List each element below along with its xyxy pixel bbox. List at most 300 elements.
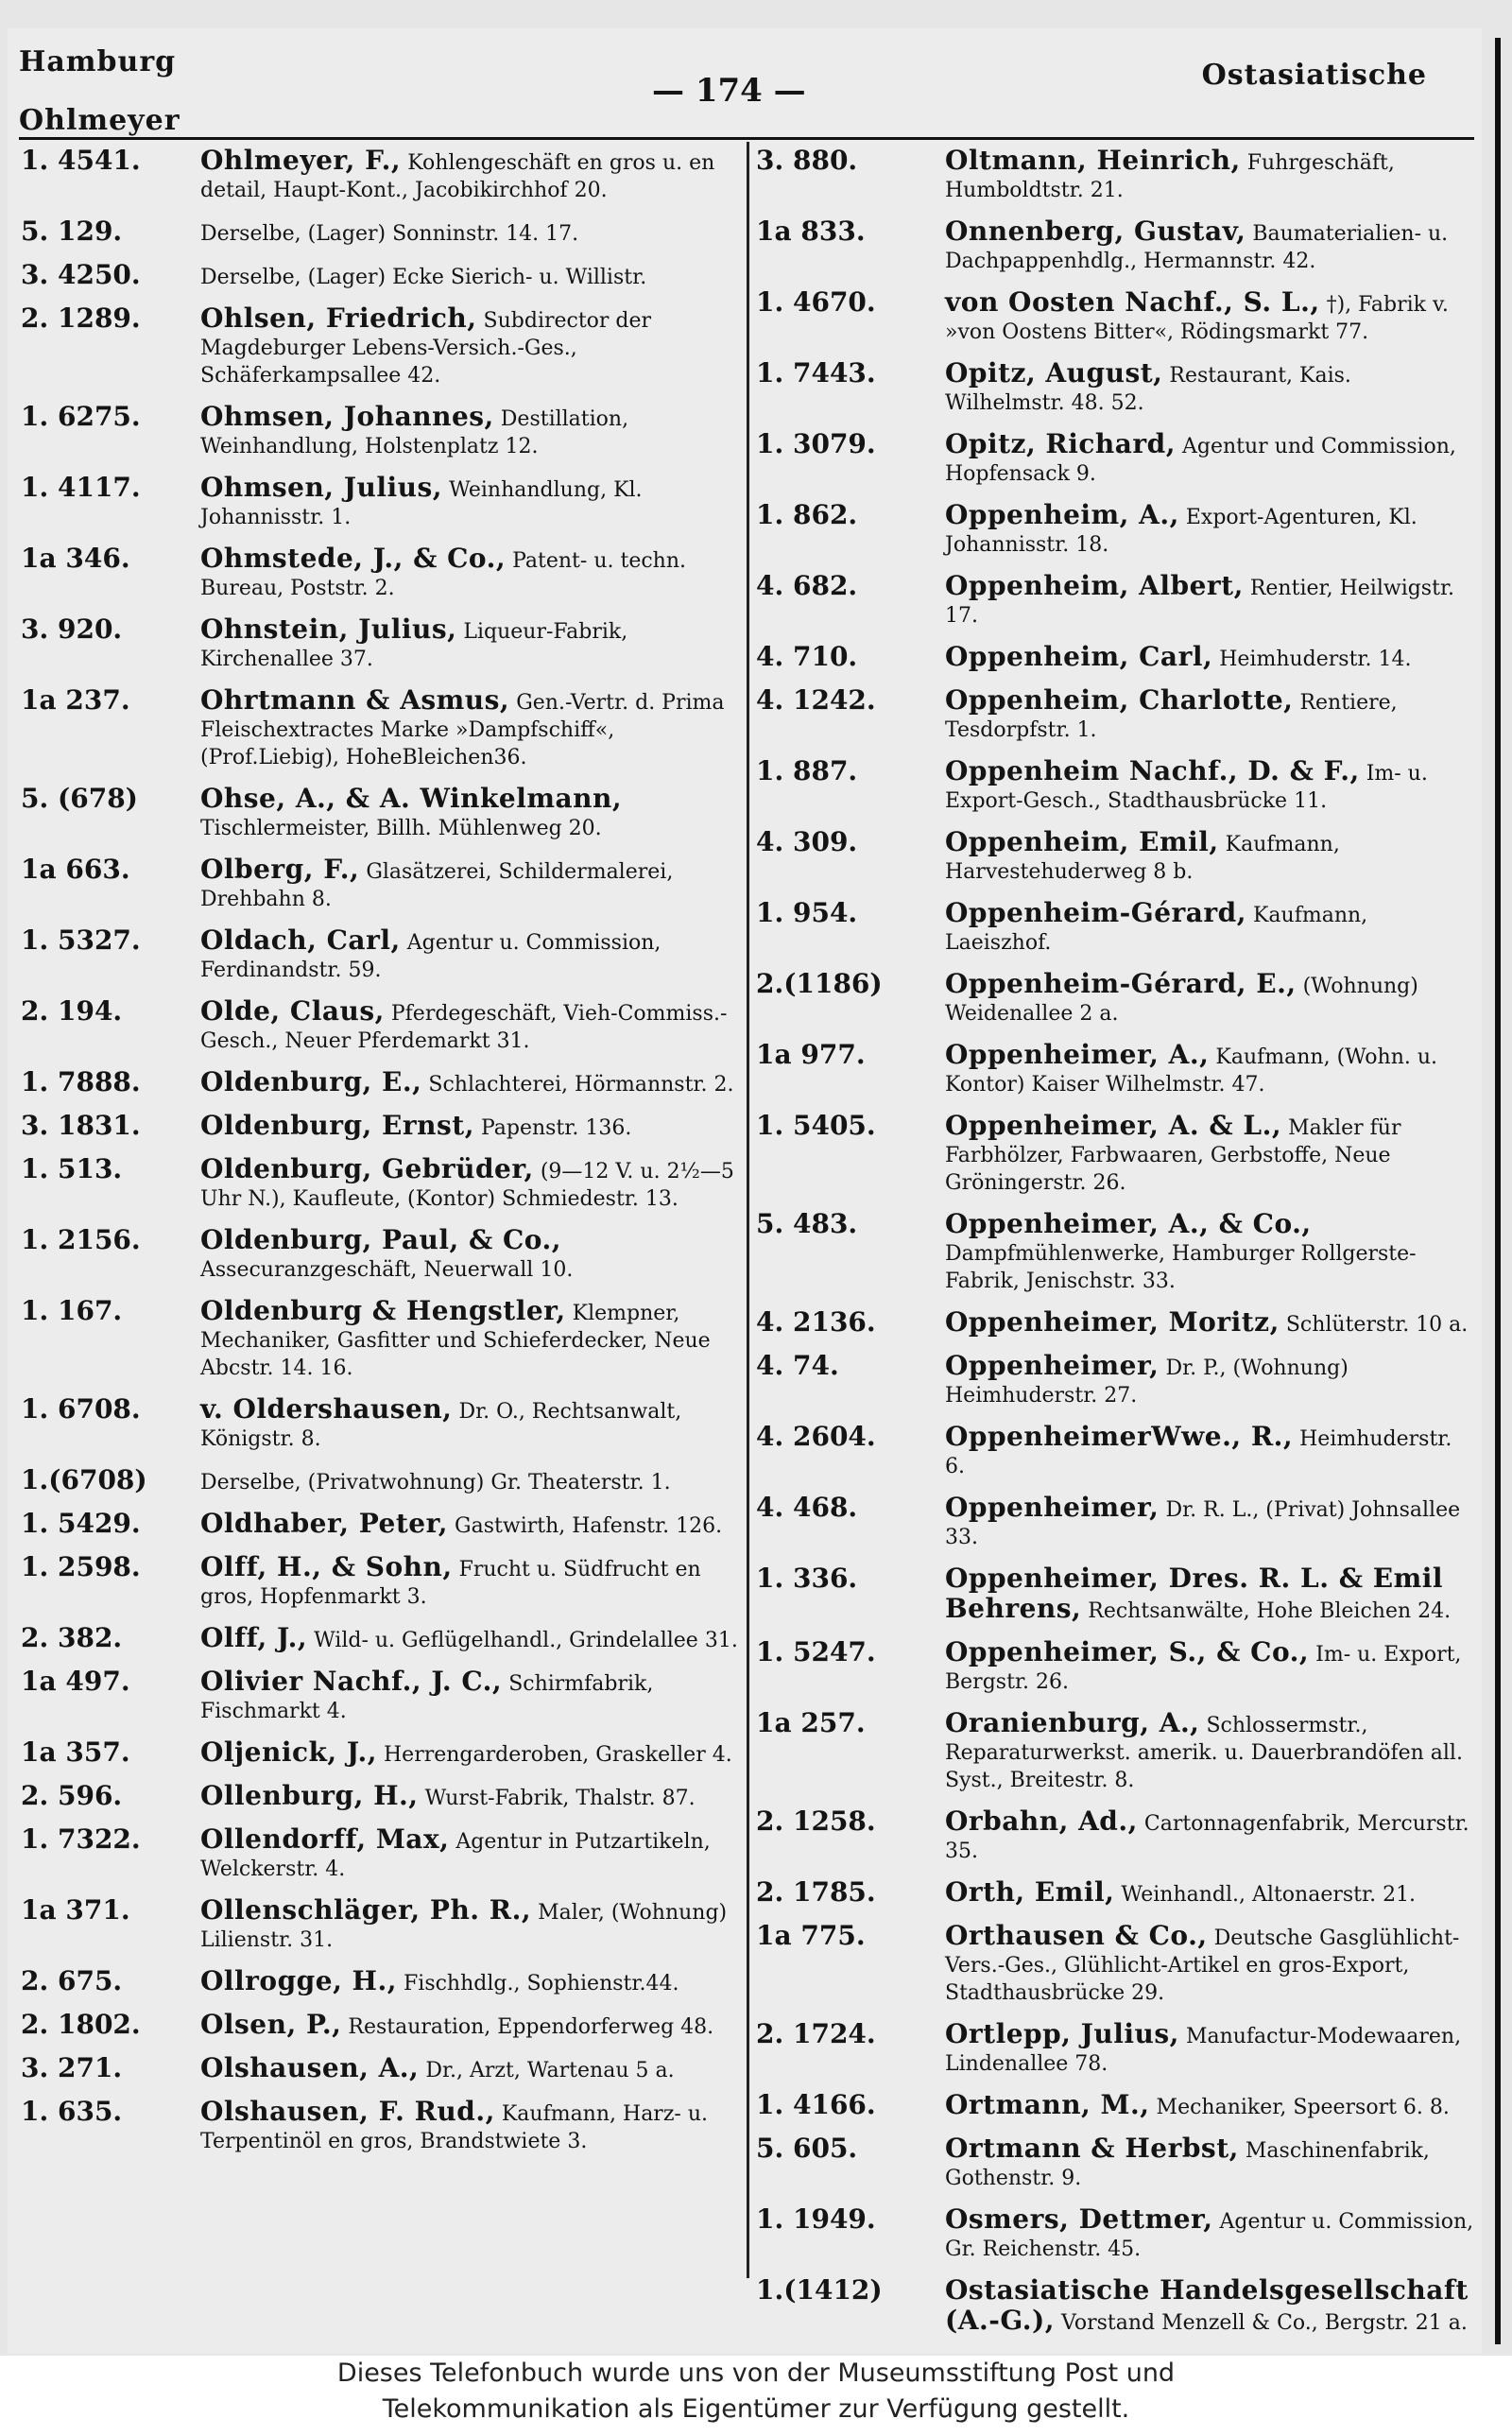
entry-details: Schirmfabrik, Fischmarkt 4.: [200, 1672, 654, 1723]
phone-number: 1a 346.: [21, 543, 130, 574]
directory-entry: [21, 1466, 748, 1496]
entry-details: Fischhdlg., Sophienstr.44.: [404, 1972, 679, 1995]
subscriber-name: Ohmstede, J., & Co.,: [200, 543, 507, 574]
entry-body: [200, 1624, 748, 1654]
subscriber-name: Ollenschläger, Ph. R.,: [200, 1894, 532, 1926]
entry-details: Destillation, Weinhandlung, Holstenplatz 12.: [200, 407, 629, 458]
entry-details: Derselbe, (Lager) Ecke Sierich- u. Willistr.: [200, 266, 647, 289]
entry-details: Dr., Arzt, Wartenau 5 a.: [425, 2059, 675, 2082]
phone-number: 1. 6275.: [21, 401, 141, 432]
entry-body: [200, 2098, 748, 2155]
subscriber-name: Ohmsen, Julius,: [200, 472, 443, 503]
entry-body: [200, 1967, 748, 1997]
entry-details: Agentur u. Commission, Gr. Reichenstr. 45.: [945, 2210, 1474, 2261]
entry-details: Kaufmann, Harz- u. Terpentinöl en gros, Brandstwiete 3.: [200, 2102, 709, 2153]
phone-number: 5. (678): [21, 783, 138, 814]
entry-body: [945, 1423, 1474, 1480]
phone-number: 1.(1412): [756, 2274, 883, 2306]
entry-body: [200, 1667, 748, 1725]
phone-number: 4. 2136.: [756, 1306, 876, 1338]
directory-entry: [21, 2098, 748, 2155]
subscriber-name: Oppenheim-Gérard, E.,: [945, 968, 1297, 999]
phone-number: 2. 675.: [21, 1965, 123, 1996]
directory-entry: [21, 1068, 748, 1098]
phone-number: 1. 2598.: [21, 1551, 141, 1582]
subscriber-name: v. Oldershausen,: [200, 1393, 453, 1425]
phone-number: 3. 1831.: [21, 1110, 141, 1141]
entry-body: [200, 1553, 748, 1611]
entry-details: Cartonnagenfabrik, Mercurstr. 35.: [945, 1812, 1469, 1863]
directory-entry: [756, 147, 1474, 204]
directory-entry: [756, 1878, 1474, 1909]
entry-details: Restaurant, Kais. Wilhelmstr. 48. 52.: [945, 364, 1351, 415]
directory-entry: [21, 261, 748, 291]
directory-entry: [21, 1297, 748, 1382]
footer-line-1: Dieses Telefonbuch wurde uns von der Museumsstiftung Post und: [336, 2358, 1176, 2388]
entry-details: Dampfmühlenwerke, Hamburger Rollgerste-Fabrik, Jenischstr. 33.: [945, 1242, 1417, 1293]
entry-details: Schlüterstr. 10 a.: [1285, 1313, 1469, 1337]
entry-details: Mechaniker, Speersort 6. 8.: [1156, 2096, 1450, 2119]
entry-body: [945, 828, 1474, 886]
phone-number: 1.(6708): [21, 1464, 147, 1495]
entry-details: Fuhrgeschäft, Humboldtstr. 21.: [945, 151, 1395, 202]
entry-body: [945, 2020, 1474, 2078]
entry-body: [945, 1041, 1474, 1098]
entry-body: [945, 757, 1474, 815]
entry-details: Glasätzerei, Schildermalerei, Drehbahn 8.: [200, 860, 674, 911]
subscriber-name: Ostasiatische Handelsgesellschaft (A.-G.),: [945, 2274, 1469, 2336]
directory-entry: [756, 1308, 1474, 1339]
entry-body: [200, 1896, 748, 1954]
entry-details: (9—12 V. u. 2½—5 Uhr N.), Kaufleute, (Kontor) Schmiedestr. 13.: [200, 1160, 734, 1211]
subscriber-name: Oppenheimer, A.,: [945, 1039, 1210, 1070]
directory-entry: [21, 1782, 748, 1812]
entry-details: Gen.-Vertr. d. Prima Fleischextractes Marke »Dampfschiff«, (Prof.Liebig), HoheBleichen36.: [200, 691, 725, 769]
entry-body: [200, 1226, 748, 1284]
subscriber-name: Olberg, F.,: [200, 854, 360, 885]
directory-entry: [21, 1112, 748, 1142]
phone-number: 1a 833.: [756, 216, 866, 247]
entry-details: Weinhandlung, Kl. Johannisstr. 1.: [200, 478, 643, 529]
entry-body: [200, 1466, 748, 1496]
phone-number: 2. 1289.: [21, 302, 141, 334]
phone-number: 1. 7443.: [756, 357, 876, 389]
phone-number: 1. 5429.: [21, 1508, 141, 1539]
subscriber-name: Olff, J.,: [200, 1622, 308, 1653]
entry-body: [945, 1210, 1474, 1295]
entry-body: [945, 430, 1474, 488]
entry-details: Derselbe, (Lager) Sonninstr. 14. 17.: [200, 222, 579, 246]
directory-entry: [756, 217, 1474, 275]
entry-details: Maler, (Wohnung) Lilienstr. 31.: [200, 1901, 728, 1952]
subscriber-name: Olsen, P.,: [200, 2009, 342, 2040]
entry-body: [945, 147, 1474, 204]
phone-number: 1. 7322.: [21, 1823, 141, 1855]
subscriber-name: Oppenheim, Albert,: [945, 570, 1244, 601]
entry-body: [200, 2054, 748, 2084]
subscriber-name: Oranienburg, A.,: [945, 1707, 1200, 1738]
entry-details: Kohlengeschäft en gros u. en detail, Haupt-Kont., Jacobikirchhof 20.: [200, 151, 715, 202]
phone-number: 1. 167.: [21, 1295, 123, 1326]
entry-details: Derselbe, (Privatwohnung) Gr. Theaterstr. 1.: [200, 1471, 671, 1494]
phone-number: 1. 1949.: [756, 2203, 876, 2235]
phone-number: 2. 194.: [21, 995, 123, 1027]
phone-number: 1a 371.: [21, 1894, 130, 1926]
entry-body: [945, 2091, 1474, 2121]
subscriber-name: Oppenheim Nachf., D. & F.,: [945, 755, 1360, 786]
entry-details: Kaufmann, Laeiszhof.: [945, 904, 1368, 955]
subscriber-name: Ohnstein, Julius,: [200, 613, 457, 645]
directory-entry: [756, 1807, 1474, 1865]
entry-details: Wild- u. Geflügelhandl., Grindelallee 31.: [314, 1629, 738, 1652]
right-column: [756, 147, 1474, 2350]
phone-number: 1. 513.: [21, 1153, 123, 1184]
directory-entry: [756, 643, 1474, 673]
phone-number: 2.(1186): [756, 968, 883, 999]
subscriber-name: Oldenburg & Hengstler,: [200, 1295, 566, 1326]
entry-details: Rechtsanwälte, Hohe Bleichen 24.: [1088, 1599, 1452, 1623]
subscriber-name: Oppenheimer, A., & Co.,: [945, 1208, 1312, 1239]
phone-number: 1a 977.: [756, 1039, 866, 1070]
entry-body: [200, 1825, 748, 1883]
phone-number: 1. 4117.: [21, 472, 141, 503]
entry-details: †), Fabrik v. »von Oostens Bitter«, Rödingsmarkt 77.: [945, 293, 1449, 344]
phone-number: 5. 605.: [756, 2133, 858, 2164]
entry-body: [945, 359, 1474, 417]
header-first-entry: Ohlmeyer: [19, 104, 180, 137]
entry-body: [945, 1494, 1474, 1551]
directory-entry: [21, 686, 748, 771]
phone-number: 4. 309.: [756, 826, 858, 857]
phone-number: 1a 357.: [21, 1736, 130, 1768]
subscriber-name: Olff, H., & Sohn,: [200, 1551, 453, 1582]
left-column: [21, 147, 748, 2168]
entry-body: [945, 686, 1474, 744]
entry-details: Agentur u. Commission, Ferdinandstr. 59.: [200, 931, 662, 982]
directory-entry: [21, 147, 748, 204]
phone-number: 1. 862.: [756, 499, 858, 530]
subscriber-name: Ohlsen, Friedrich,: [200, 302, 477, 334]
entry-body: [945, 1638, 1474, 1696]
phone-number: 1. 2156.: [21, 1224, 141, 1255]
entry-details: Frucht u. Südfrucht en gros, Hopfenmarkt 3.: [200, 1558, 701, 1609]
phone-number: 4. 710.: [756, 641, 858, 672]
directory-entry: [756, 2276, 1474, 2337]
entry-body: [200, 474, 748, 531]
directory-entry: [756, 828, 1474, 886]
header-city: Hamburg: [19, 45, 177, 78]
phone-number: 1. 5247.: [756, 1636, 876, 1667]
directory-entry: [756, 1709, 1474, 1794]
directory-entry: [756, 1564, 1474, 1625]
directory-entry: [21, 2054, 748, 2084]
subscriber-name: Opitz, August,: [945, 357, 1163, 389]
entry-body: [945, 1352, 1474, 1409]
subscriber-name: Oppenheimer, Dres. R. L. & Emil Behrens,: [945, 1563, 1444, 1624]
subscriber-name: Oldach, Carl,: [200, 924, 401, 956]
directory-entry: [756, 1041, 1474, 1098]
entry-details: Wurst-Fabrik, Thalstr. 87.: [424, 1787, 696, 1810]
subscriber-name: Ollenburg, H.,: [200, 1780, 419, 1811]
subscriber-name: Ohmsen, Johannes,: [200, 401, 494, 432]
subscriber-name: Oljenick, J.,: [200, 1736, 377, 1768]
directory-entry: [21, 1226, 748, 1284]
entry-body: [200, 1782, 748, 1812]
directory-entry: [21, 926, 748, 984]
subscriber-name: Ortmann, M.,: [945, 2089, 1150, 2120]
subscriber-name: Oppenheimer,: [945, 1492, 1160, 1523]
entry-body: [945, 1308, 1474, 1339]
directory-entry: [756, 2134, 1474, 2192]
subscriber-name: Orbahn, Ad.,: [945, 1805, 1138, 1837]
entry-body: [200, 544, 748, 602]
entry-body: [200, 304, 748, 389]
phone-number: 3. 880.: [756, 145, 858, 176]
phone-number: 2. 1724.: [756, 2018, 876, 2049]
subscriber-name: Oppenheim, Charlotte,: [945, 684, 1294, 716]
entry-body: [945, 572, 1474, 630]
phone-number: 1. 336.: [756, 1563, 858, 1594]
phone-number: 1a 257.: [756, 1707, 866, 1738]
subscriber-name: Ortmann & Herbst,: [945, 2133, 1239, 2164]
phone-number: 1. 4541.: [21, 145, 141, 176]
entry-details: Heimhuderstr. 6.: [945, 1427, 1452, 1478]
subscriber-name: OppenheimerWwe., R.,: [945, 1421, 1294, 1452]
entry-details: Herrengarderoben, Graskeller 4.: [383, 1743, 732, 1767]
entry-details: Weinhandl., Altonaerstr. 21.: [1121, 1883, 1417, 1907]
entry-details: Kaufmann, (Wohn. u. Kontor) Kaiser Wilhelmstr. 47.: [945, 1045, 1438, 1097]
entry-body: [945, 1878, 1474, 1909]
directory-entry: [756, 572, 1474, 630]
subscriber-name: Oldhaber, Peter,: [200, 1508, 449, 1539]
directory-entry: [756, 1210, 1474, 1295]
entry-body: [200, 785, 748, 842]
entry-details: Subdirector der Magdeburger Lebens-Versich.-Ges., Schäferkampsallee 42.: [200, 309, 652, 388]
subscriber-name: Ohlmeyer, F.,: [200, 145, 402, 176]
entry-details: Papenstr. 136.: [480, 1116, 632, 1140]
entry-body: [200, 1395, 748, 1453]
directory-entry: [756, 970, 1474, 1028]
entry-body: [945, 1709, 1474, 1794]
phone-number: 1. 5327.: [21, 924, 141, 956]
phone-number: 2. 1802.: [21, 2009, 141, 2040]
phone-number: 3. 4250.: [21, 259, 141, 290]
entry-body: [945, 1922, 1474, 2007]
subscriber-name: Olshausen, A.,: [200, 2052, 420, 2083]
entry-body: [200, 1068, 748, 1098]
directory-entry: [756, 2020, 1474, 2078]
header-rule: [19, 137, 1474, 140]
directory-entry: [21, 1896, 748, 1954]
entry-details: Schlossermstr., Reparaturwerkst. amerik. u. Dauerbrandöfen all. Syst., Breitestr. 8.: [945, 1714, 1463, 1792]
entry-body: [200, 855, 748, 913]
directory-entry: [756, 1352, 1474, 1409]
entry-details: Dr. P., (Wohnung) Heimhuderstr. 27.: [945, 1356, 1349, 1408]
subscriber-name: Oppenheimer, A. & L.,: [945, 1110, 1282, 1141]
entry-body: [945, 899, 1474, 957]
directory-entry: [756, 430, 1474, 488]
entry-body: [945, 643, 1474, 673]
directory-entry: [756, 2091, 1474, 2121]
directory-entry: [756, 686, 1474, 744]
directory-entry: [21, 217, 748, 248]
entry-body: [200, 997, 748, 1055]
entry-body: [200, 261, 748, 291]
subscriber-name: Oldenburg, E.,: [200, 1066, 422, 1097]
phone-number: 4. 468.: [756, 1492, 858, 1523]
footer-notice: [0, 2356, 1512, 2436]
directory-entry: [21, 304, 748, 389]
subscriber-name: Oldenburg, Gebrüder,: [200, 1153, 534, 1184]
directory-entry: [21, 474, 748, 531]
directory-entry: [21, 1553, 748, 1611]
entry-details: Liqueur-Fabrik, Kirchenallee 37.: [200, 620, 628, 671]
phone-number: 5. 129.: [21, 216, 123, 247]
entry-details: Schlachterei, Hörmannstr. 2.: [428, 1073, 734, 1097]
directory-entry: [21, 1510, 748, 1540]
directory-entry: [756, 2205, 1474, 2263]
entry-details: Restauration, Eppendorferweg 48.: [348, 2015, 714, 2039]
entry-details: Vorstand Menzell & Co., Bergstr. 21 a.: [1061, 2311, 1468, 2335]
entry-body: [945, 288, 1474, 346]
entry-body: [200, 147, 748, 204]
phone-number: 1. 7888.: [21, 1066, 141, 1097]
page-number: — 174 —: [652, 72, 806, 110]
phone-number: 1a 775.: [756, 1920, 866, 1951]
subscriber-name: Oppenheimer, S., & Co.,: [945, 1636, 1310, 1667]
entry-body: [200, 1510, 748, 1540]
subscriber-name: Oppenheimer,: [945, 1350, 1160, 1381]
subscriber-name: Oldenburg, Paul, & Co.,: [200, 1224, 561, 1255]
phone-number: 2. 596.: [21, 1780, 123, 1811]
phone-number: 4. 2604.: [756, 1421, 876, 1452]
directory-entry: [21, 2011, 748, 2041]
directory-entry: [756, 501, 1474, 559]
entry-details: Heimhuderstr. 14.: [1219, 648, 1412, 671]
entry-details: Im- u. Export-Gesch., Stadthausbrücke 11.: [945, 762, 1428, 813]
entry-details: Rentiere, Tesdorpfstr. 1.: [945, 691, 1398, 742]
entry-details: Tischlermeister, Billh. Mühlenweg 20.: [200, 817, 602, 840]
subscriber-name: Ortlepp, Julius,: [945, 2018, 1179, 2049]
subscriber-name: Onnenberg, Gustav,: [945, 216, 1246, 247]
phone-number: 1. 3079.: [756, 428, 876, 459]
subscriber-name: Oppenheim, Emil,: [945, 826, 1219, 857]
subscriber-name: Olivier Nachf., J. C.,: [200, 1666, 503, 1697]
phone-number: 5. 483.: [756, 1208, 858, 1239]
directory-entry: [21, 1667, 748, 1725]
entry-details: Deutsche Gasglühlicht-Vers.-Ges., Glühlicht-Artikel en gros-Export, Stadthausbrücke 29.: [945, 1926, 1460, 2005]
entry-body: [200, 1297, 748, 1382]
subscriber-name: Ohrtmann & Asmus,: [200, 684, 510, 716]
entry-details: Baumaterialien- u. Dachpappenhdlg., Hermannstr. 42.: [945, 222, 1449, 273]
directory-entry: [756, 1112, 1474, 1197]
directory-entry: [756, 1494, 1474, 1551]
subscriber-name: Opitz, Richard,: [945, 428, 1176, 459]
entry-details: Makler für Farbhölzer, Farbwaaren, Gerbstoffe, Neue Gröningerstr. 26.: [945, 1116, 1401, 1195]
directory-entry: [21, 1155, 748, 1213]
entry-details: Patent- u. techn. Bureau, Poststr. 2.: [200, 549, 686, 600]
entry-body: [945, 2134, 1474, 2192]
page-edge: [1495, 38, 1501, 2344]
directory-entry: [756, 1638, 1474, 1696]
phone-number: 4. 1242.: [756, 684, 876, 716]
directory-entry: [21, 785, 748, 842]
entry-details: (Wohnung) Weidenallee 2 a.: [945, 975, 1418, 1026]
entry-body: [945, 2276, 1474, 2337]
subscriber-name: Oppenheim, Carl,: [945, 641, 1213, 672]
entry-body: [945, 1564, 1474, 1625]
directory-entry: [21, 403, 748, 460]
directory-entry: [21, 855, 748, 913]
directory-entry: [756, 757, 1474, 815]
directory-entry: [21, 615, 748, 673]
entry-body: [945, 970, 1474, 1028]
phone-number: 3. 920.: [21, 613, 123, 645]
entry-body: [200, 2011, 748, 2041]
subscriber-name: Oltmann, Heinrich,: [945, 145, 1241, 176]
phone-number: 1. 635.: [21, 2096, 123, 2127]
subscriber-name: Olshausen, F. Rud.,: [200, 2096, 495, 2127]
phone-number: 3. 271.: [21, 2052, 123, 2083]
entry-details: Agentur und Commission, Hopfensack 9.: [945, 435, 1456, 486]
entry-body: [945, 501, 1474, 559]
header-last-entry: Ostasiatische: [1201, 59, 1427, 92]
subscriber-name: Orthausen & Co.,: [945, 1920, 1208, 1951]
entry-body: [200, 1112, 748, 1142]
entry-body: [945, 1807, 1474, 1865]
directory-entry: [21, 1395, 748, 1453]
phone-number: 1. 4166.: [756, 2089, 876, 2120]
phone-number: 2. 1785.: [756, 1876, 876, 1908]
directory-entry: [21, 1624, 748, 1654]
phone-number: 1. 954.: [756, 897, 858, 928]
entry-body: [200, 615, 748, 673]
subscriber-name: Oldenburg, Ernst,: [200, 1110, 474, 1141]
entry-details: Export-Agenturen, Kl. Johannisstr. 18.: [945, 506, 1418, 557]
subscriber-name: Osmers, Dettmer,: [945, 2203, 1213, 2235]
subscriber-name: Oppenheim-Gérard,: [945, 897, 1246, 928]
entry-details: Klempner, Mechaniker, Gasfitter und Schieferdecker, Neue Abcstr. 14. 16.: [200, 1302, 711, 1380]
subscriber-name: Orth, Emil,: [945, 1876, 1115, 1908]
phone-number: 4. 74.: [756, 1350, 839, 1381]
entry-details: Pferdegeschäft, Vieh-Commiss.-Gesch., Neuer Pferdemarkt 31.: [200, 1002, 728, 1053]
phone-number: 1a 237.: [21, 684, 130, 716]
directory-entry: [21, 1738, 748, 1769]
entry-details: Assecuranzgeschäft, Neuerwall 10.: [200, 1258, 574, 1282]
entry-body: [945, 217, 1474, 275]
entry-details: Maschinenfabrik, Gothenstr. 9.: [945, 2139, 1430, 2190]
entry-details: Kaufmann, Harvestehuderweg 8 b.: [945, 833, 1340, 884]
directory-entry: [21, 997, 748, 1055]
entry-details: Agentur in Putzartikeln, Welckerstr. 4.: [200, 1830, 711, 1881]
phone-number: 1a 663.: [21, 854, 130, 885]
subscriber-name: Oppenheimer, Moritz,: [945, 1306, 1280, 1338]
phone-number: 2. 1258.: [756, 1805, 876, 1837]
entry-details: Dr. R. L., (Privat) Johnsallee 33.: [945, 1498, 1461, 1549]
directory-entry: [21, 544, 748, 602]
phone-number: 1. 4670.: [756, 286, 876, 318]
entry-body: [200, 1155, 748, 1213]
subscriber-name: Ollendorff, Max,: [200, 1823, 450, 1855]
directory-entry: [756, 288, 1474, 346]
entry-body: [200, 217, 748, 248]
entry-body: [200, 926, 748, 984]
phone-number: 1. 887.: [756, 755, 858, 786]
subscriber-name: Ohse, A., & A. Winkelmann,: [200, 783, 623, 814]
footer-line-2: Telekommunikation als Eigentümer zur Verfügung gestellt.: [382, 2394, 1130, 2424]
entry-details: Dr. O., Rechtsanwalt, Königstr. 8.: [200, 1400, 682, 1451]
entry-details: Manufactur-Modewaaren, Lindenallee 78.: [945, 2025, 1462, 2076]
